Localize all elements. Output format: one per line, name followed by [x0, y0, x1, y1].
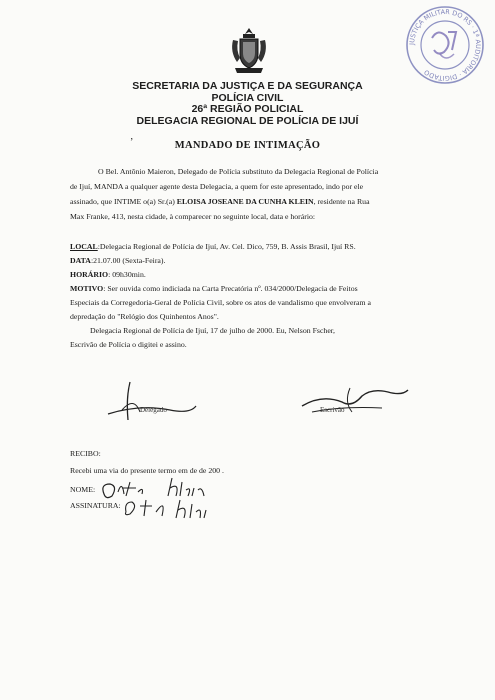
handwritten-name-and-signature — [96, 472, 232, 522]
intimated-person-name: ELOISA JOSEANE DA CUNHA KLEIN — [176, 197, 314, 206]
local-label: LOCAL — [70, 242, 98, 251]
closing-line-1: Delegacia Regional de Polícia de Ijuí, 17 de julho de 2000. Eu, Nelson Fscher, — [90, 326, 336, 335]
motive-label: MOTIVO — [70, 284, 104, 293]
svg-text:JUSTIÇA MILITAR DO RS · 1ª AUD: JUSTIÇA MILITAR DO RS · 1ª AUDITORIA · DIGITADO — [407, 7, 483, 83]
summons-details — [70, 240, 428, 352]
closing-line-2: Escrivão de Polícia o digitei e assino. — [70, 340, 187, 349]
body-line-3-end: , residente na Rua — [313, 197, 370, 206]
header-line-delegacia: DELEGACIA REGIONAL DE POLÍCIA DE IJUÍ — [136, 114, 359, 127]
motive-line-1: : Ser ouvida como indiciada na Carta Precatória nº. 034/2000/Delegacia de Feitos — [103, 284, 358, 293]
delegado-label: Delegado — [140, 406, 167, 414]
date-label: DATA — [70, 256, 91, 265]
escrivao-signature — [292, 382, 412, 422]
recibo-heading: RECIBO: — [70, 449, 101, 458]
coat-of-arms-emblem — [229, 26, 269, 76]
nome-label: NOME: — [70, 485, 96, 494]
header-line-regiao: 26ª REGIÃO POLICIAL — [191, 103, 304, 115]
pen-tick-mark: ʼ — [130, 137, 134, 148]
date-row — [70, 254, 428, 268]
local-row — [70, 240, 428, 254]
escrivao-label: Escrivão — [320, 406, 345, 414]
motive-line-3: depredação do "Relógio dos Quinhentos Anos". — [70, 312, 219, 321]
body-line-3 — [70, 194, 428, 209]
delegado-signature — [100, 376, 210, 426]
assinatura-label: ASSINATURA: — [70, 501, 121, 510]
header-line-policia-civil: POLÍCIA CIVIL — [211, 91, 284, 104]
time-value: : 09h30min. — [108, 270, 146, 279]
local-value: :Delegacia Regional de Polícia de Ijuí, Av. Cel. Dico, 759, B. Assis Brasil, Ijuí RS. — [97, 242, 356, 251]
time-label: HORÁRIO — [70, 270, 109, 279]
time-row — [70, 268, 428, 282]
header-line-secretaria: SECRETARIA DA JUSTIÇA E DA SEGURANÇA — [132, 80, 363, 92]
date-value: :21.07.00 (Sexta-Feira). — [90, 256, 166, 265]
body-line-2: de Ijuí, MANDA a qualquer agente desta Delegacia, a quem for este apresentado, indo por ele — [70, 182, 364, 191]
body-line-1: O Bel. Antônio Maieron, Delegado de Polícia substituto da Delegacia Regional de Polícia — [98, 167, 379, 176]
body-line-3-start: assinado, que INTIME o(a) Sr.(a) — [70, 197, 175, 206]
document-title: MANDADO DE INTIMAÇÃO — [174, 140, 321, 151]
institution-header — [0, 81, 495, 127]
motive-row — [70, 282, 428, 296]
body-line-4: Max Franke, 413, nesta cidade, à comparecer no seguinte local, data e horário: — [70, 212, 316, 221]
motive-line-2: Especiais da Corregedoria-Geral de Polícia Civil, sobre os atos de vandalismo que envolveram a — [70, 298, 371, 307]
intimation-paragraph — [70, 164, 428, 224]
justice-stamp-seal — [404, 4, 486, 86]
recibo-line: Recebi uma via do presente termo em de de 200 . — [70, 466, 224, 475]
